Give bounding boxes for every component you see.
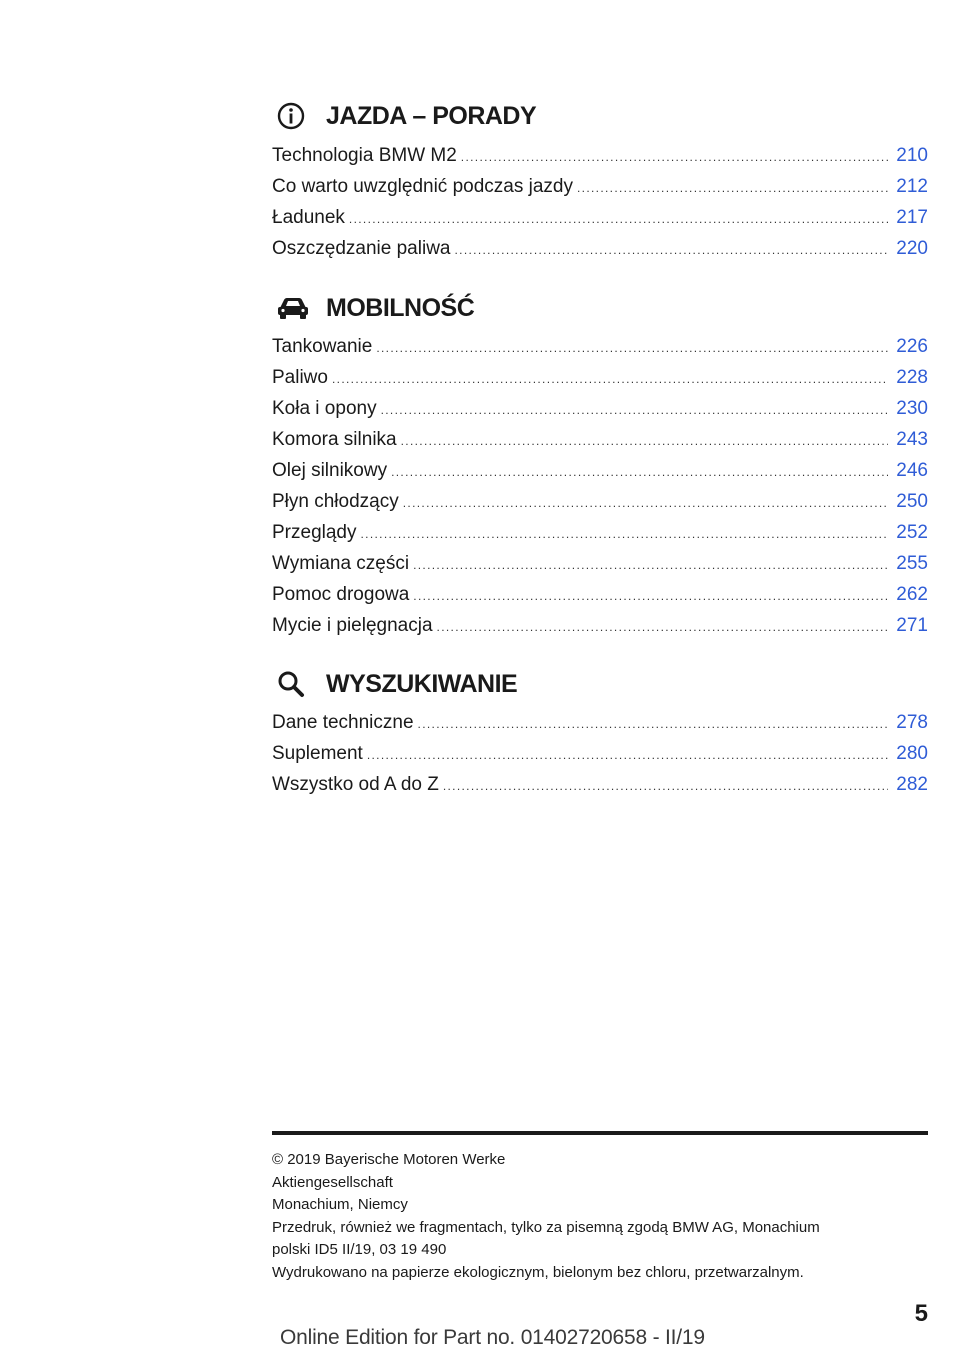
imprint-line: Wydrukowano na papierze ekologicznym, bielonym bez chloru, przetwarzalnym. xyxy=(272,1263,804,1281)
toc-entry[interactable] xyxy=(272,171,928,202)
toc-entry-label: Oszczędzanie paliwa xyxy=(272,238,451,259)
toc-entry-label: Olej silnikowy xyxy=(272,460,388,481)
toc-entry-label: Wymiana części xyxy=(272,553,410,574)
toc-entry-label: Płyn chłodzący xyxy=(272,491,399,512)
toc-entry-label: Suplement xyxy=(272,743,363,764)
toc-page-link[interactable]: 252 xyxy=(896,522,928,543)
toc-entry[interactable] xyxy=(272,738,928,769)
leader-dots xyxy=(361,519,889,550)
toc-entry[interactable] xyxy=(272,517,928,548)
leader-dots xyxy=(401,426,889,457)
section-heading-driving-tips xyxy=(272,100,536,132)
toc-entry[interactable] xyxy=(272,486,928,517)
toc-page-link[interactable]: 255 xyxy=(896,553,928,574)
leader-dots xyxy=(443,771,888,802)
toc-page-link[interactable]: 280 xyxy=(896,743,928,764)
toc-page-link[interactable]: 250 xyxy=(896,491,928,512)
car-icon xyxy=(276,292,316,324)
imprint-line: polski ID5 II/19, 03 19 490 xyxy=(272,1241,447,1259)
toc-entry[interactable] xyxy=(272,393,928,424)
toc-entry[interactable] xyxy=(272,424,928,455)
section-title: MOBILNOŚĆ xyxy=(326,293,475,322)
toc-list-mobility xyxy=(272,331,928,641)
toc-entry[interactable] xyxy=(272,233,928,264)
toc-entry[interactable] xyxy=(272,362,928,393)
leader-dots xyxy=(349,204,888,235)
toc-page-link[interactable]: 226 xyxy=(896,336,928,357)
toc-entry-label: Dane techniczne xyxy=(272,712,414,733)
imprint xyxy=(272,1149,928,1285)
toc-page-link[interactable]: 271 xyxy=(896,615,928,636)
page-number: 5 xyxy=(914,1300,928,1327)
imprint-line: © 2019 Bayerische Motoren Werke xyxy=(272,1151,506,1168)
online-edition-watermark: Online Edition for Part no. 01402720658 - II/19 xyxy=(280,1326,705,1349)
toc-page-link[interactable]: 210 xyxy=(896,145,928,166)
leader-dots xyxy=(332,364,888,395)
leader-dots xyxy=(403,488,889,519)
section-title: JAZDA – PORADY xyxy=(326,101,537,130)
toc-entry-label: Komora silnika xyxy=(272,429,397,450)
toc-entry[interactable] xyxy=(272,769,928,800)
toc-entry[interactable] xyxy=(272,202,928,233)
section-title: WYSZUKIWANIE xyxy=(326,669,518,698)
toc-page-link[interactable]: 217 xyxy=(896,207,928,228)
toc-page-link[interactable]: 282 xyxy=(896,774,928,795)
leader-dots xyxy=(454,235,888,266)
leader-dots xyxy=(413,581,888,612)
toc-entry-label: Pomoc drogowa xyxy=(272,584,410,605)
toc-entry-label: Paliwo xyxy=(272,367,328,388)
info-icon xyxy=(276,100,316,132)
toc-entry-label: Co warto uwzględnić podczas jazdy xyxy=(272,176,573,197)
toc-page-link[interactable]: 243 xyxy=(896,429,928,450)
toc-entry-label: Przeglądy xyxy=(272,522,357,543)
leader-dots xyxy=(376,333,888,364)
toc-entry-label: Wszystko od A do Z xyxy=(272,774,439,795)
toc-page-link[interactable]: 278 xyxy=(896,712,928,733)
leader-dots xyxy=(461,142,889,173)
imprint-line: Aktiengesellschaft xyxy=(272,1173,393,1191)
section-heading-mobility xyxy=(272,292,474,324)
toc-list-search xyxy=(272,707,928,800)
toc-entry[interactable] xyxy=(272,331,928,362)
toc-entry-label: Technologia BMW M2 xyxy=(272,145,457,166)
toc-entry[interactable] xyxy=(272,610,928,641)
toc-page-link[interactable]: 262 xyxy=(896,584,928,605)
leader-dots xyxy=(437,612,889,643)
toc-entry[interactable] xyxy=(272,455,928,486)
toc-entry[interactable] xyxy=(272,548,928,579)
leader-dots xyxy=(577,173,888,204)
section-heading-search xyxy=(272,668,517,700)
footer-divider xyxy=(272,1131,928,1135)
leader-dots xyxy=(367,740,888,771)
imprint-line: Monachium, Niemcy xyxy=(272,1196,408,1214)
toc-entry-label: Tankowanie xyxy=(272,336,373,357)
imprint-line: Przedruk, również we fragmentach, tylko za pisemną zgodą BMW AG, Monachium xyxy=(272,1218,820,1236)
leader-dots xyxy=(381,395,889,426)
toc-page-link[interactable]: 246 xyxy=(896,460,928,481)
leader-dots xyxy=(413,550,888,581)
toc-page-link[interactable]: 228 xyxy=(896,367,928,388)
toc-entry-label: Koła i opony xyxy=(272,398,377,419)
toc-entry[interactable] xyxy=(272,707,928,738)
toc-page-link[interactable]: 220 xyxy=(896,238,928,259)
toc-list-driving-tips xyxy=(272,140,928,264)
toc-entry[interactable] xyxy=(272,579,928,610)
leader-dots xyxy=(391,457,888,488)
toc-entry-label: Mycie i pielęgnacja xyxy=(272,615,433,636)
toc-entry[interactable] xyxy=(272,140,928,171)
search-icon xyxy=(276,668,316,700)
toc-page-link[interactable]: 230 xyxy=(896,398,928,419)
toc-entry-label: Ładunek xyxy=(272,207,345,228)
leader-dots xyxy=(418,709,889,740)
toc-page-link[interactable]: 212 xyxy=(896,176,928,197)
